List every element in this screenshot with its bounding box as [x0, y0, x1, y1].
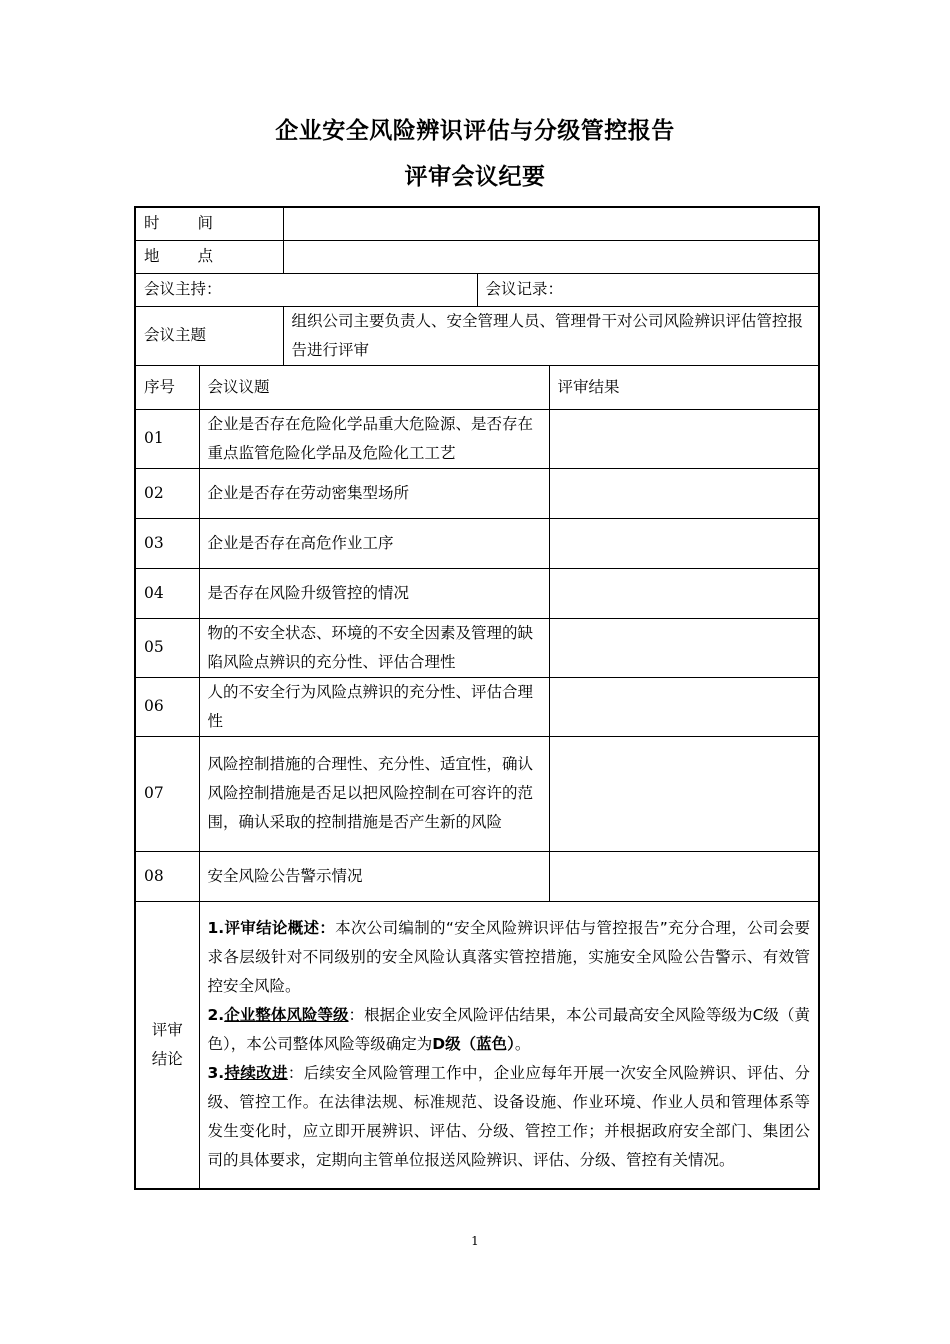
column-header-row [135, 365, 819, 409]
row-number: 01 [135, 409, 199, 468]
conclusion-label: 评审 结论 [135, 901, 199, 1189]
place-row [135, 240, 819, 273]
agenda-text: 企业是否存在危险化学品重大危险源、是否存在重点监管危险化学品及危险化工工艺 [199, 409, 549, 468]
conclusion-row [135, 901, 819, 1189]
agenda-row [135, 568, 819, 618]
agenda-row [135, 851, 819, 901]
time-row [135, 207, 819, 240]
result-cell[interactable] [549, 618, 819, 677]
result-cell[interactable] [549, 851, 819, 901]
agenda-text: 风险控制措施的合理性、充分性、适宜性，确认风险控制措施是否足以把风险控制在可容许的范围，确认采取的控制措施是否产生新的风险 [199, 736, 549, 851]
place-label: 地 点 [135, 240, 283, 273]
time-label: 时 间 [135, 207, 283, 240]
host-label: 会议主持： [135, 273, 477, 306]
agenda-text: 企业是否存在高危作业工序 [199, 518, 549, 568]
agenda-text: 物的不安全状态、环境的不安全因素及管理的缺陷风险点辨识的充分性、评估合理性 [199, 618, 549, 677]
row-number: 05 [135, 618, 199, 677]
agenda-row [135, 468, 819, 518]
agenda-text: 人的不安全行为风险点辨识的充分性、评估合理性 [199, 677, 549, 736]
result-cell[interactable] [549, 468, 819, 518]
conclusion-paragraph-1: 1.评审结论概述：本次公司编制的“安全风险辨识评估与管控报告”充分合理，公司会要求各层级针对不同级别的安全风险认真落实管控措施，实施安全风险公告警示、有效管控安全风险。 [207, 919, 811, 996]
row-number: 08 [135, 851, 199, 901]
agenda-header: 会议议题 [199, 365, 549, 409]
row-number: 02 [135, 468, 199, 518]
row-number: 07 [135, 736, 199, 851]
agenda-row [135, 618, 819, 677]
row-number: 03 [135, 518, 199, 568]
result-cell[interactable] [549, 409, 819, 468]
agenda-row [135, 677, 819, 736]
recorder-label: 会议记录： [477, 273, 819, 306]
result-cell[interactable] [549, 677, 819, 736]
agenda-text: 企业是否存在劳动密集型场所 [199, 468, 549, 518]
row-number: 06 [135, 677, 199, 736]
seq-header: 序号 [135, 365, 199, 409]
row-number: 04 [135, 568, 199, 618]
time-value[interactable] [283, 207, 819, 240]
document-subtitle: 评审会议纪要 [404, 164, 546, 190]
result-cell[interactable] [549, 736, 819, 851]
meeting-minutes-table [134, 206, 820, 1190]
agenda-text: 是否存在风险升级管控的情况 [199, 568, 549, 618]
result-cell[interactable] [549, 518, 819, 568]
place-value[interactable] [283, 240, 819, 273]
conclusion-paragraph-3: 3.持续改进：后续安全风险管理工作中，企业应每年开展一次安全风险辨识、评估、分级、管控工作。在法律法规、标准规范、设备设施、作业环境、作业人员和管理体系等发生变化时，应立即开展辨识、评估、分级、管控工作；并根据政府安全部门、集团公司的具体要求，定期向主管单位报送风险辨识、评估、分级、管控有关情况。 [207, 1064, 811, 1170]
result-header: 评审结果 [549, 365, 819, 409]
agenda-row [135, 409, 819, 468]
risk-grade: D级（蓝色） [432, 1035, 515, 1054]
document-title: 企业安全风险辨识评估与分级管控报告 [275, 118, 675, 144]
conclusion-paragraph-2: 2.企业整体风险等级：根据企业安全风险评估结果，本公司最高安全风险等级为C级（黄色），本公司整体风险等级确定为D级（蓝色）。 [207, 1006, 811, 1054]
topic-row [135, 306, 819, 365]
page-number: 1 [471, 1234, 479, 1248]
result-cell[interactable] [549, 568, 819, 618]
topic-label: 会议主题 [135, 306, 283, 365]
agenda-row [135, 736, 819, 851]
agenda-text: 安全风险公告警示情况 [199, 851, 549, 901]
host-recorder-row [135, 273, 819, 306]
conclusion-text [199, 901, 819, 1189]
agenda-row [135, 518, 819, 568]
topic-value: 组织公司主要负责人、安全管理人员、管理骨干对公司风险辨识评估管控报告进行评审 [283, 306, 819, 365]
